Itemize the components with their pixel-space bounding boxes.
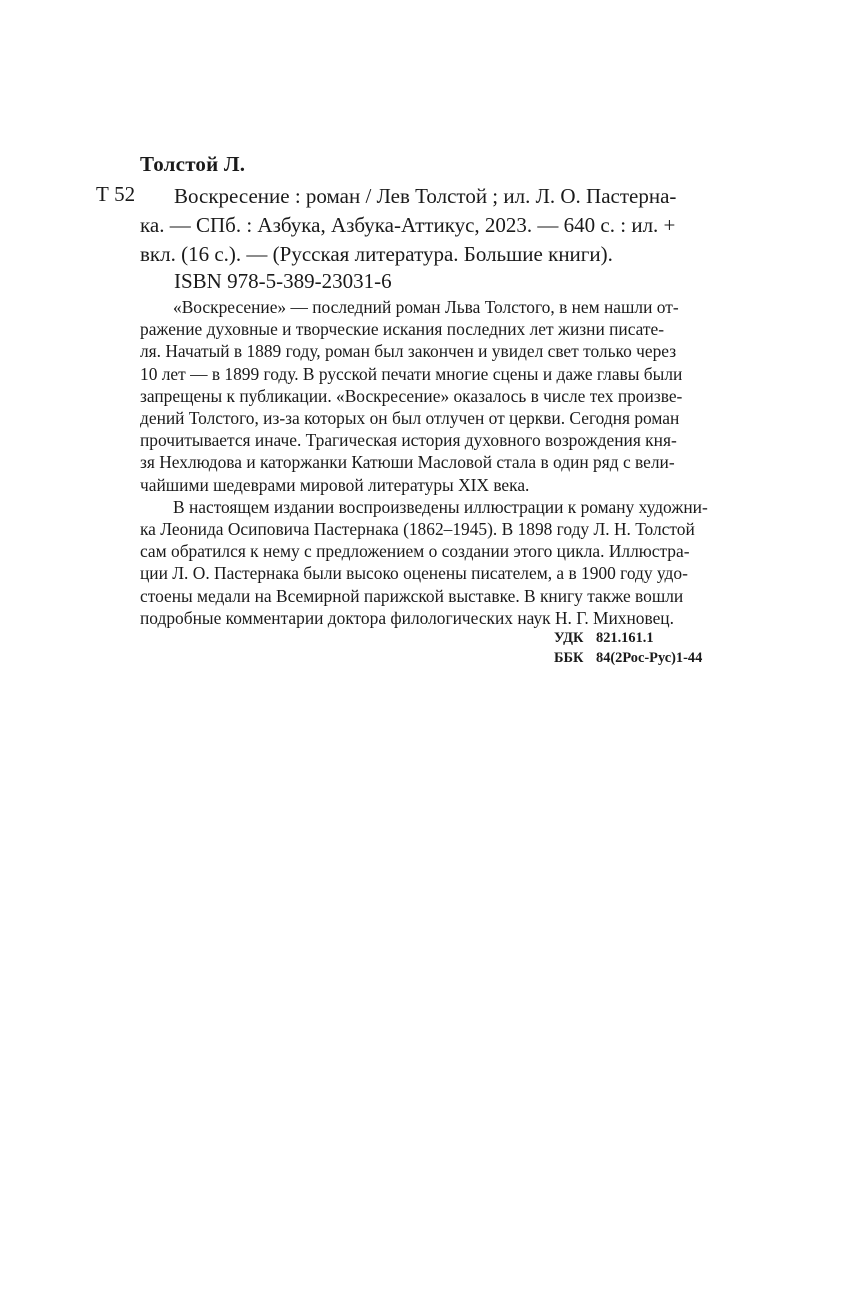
annotation-line: ражение духовные и творческие искания последних лет жизни писате- (140, 319, 665, 340)
library-cipher: Т 52 (96, 182, 136, 206)
annotation-line: ции Л. О. Пастернака были высоко оценены писателем, а в 1900 году удо- (140, 563, 688, 584)
annotation-line: сам обратился к нему с предложением о создании этого цикла. Иллюстра- (140, 541, 690, 562)
bibliographic-line: Воскресение : роман / Лев Толстой ; ил. Л. О. Пастерна- (174, 184, 677, 208)
annotation-line: подробные комментарии доктора филологических наук Н. Г. Михновец. (140, 607, 674, 628)
udk-row (554, 628, 702, 648)
udk-label: УДК (554, 630, 584, 646)
bbk-label: ББК (554, 650, 584, 666)
annotation-line: стоены медали на Всемирной парижской выставке. В книгу также вошли (140, 585, 684, 606)
annotation-line: 10 лет — в 1899 году. В русской печати многие сцены и даже главы были (140, 363, 683, 384)
annotation-line: прочитывается иначе. Трагическая история духовного возрождения кня- (140, 430, 677, 451)
udk-value: 821.161.1 (596, 630, 654, 646)
bibliographic-record (140, 182, 720, 269)
annotation-line: В настоящем издании воспроизведены иллюстрации к роману художни- (173, 496, 708, 517)
annotation-line: зя Нехлюдова и каторжанки Катюши Масловой стала в один ряд с вели- (140, 452, 675, 473)
annotation-line: запрещены к публикации. «Воскресение» оказалось в числе тех произве- (140, 385, 683, 406)
annotation-line: чайшими шедеврами мировой литературы XIX века. (140, 474, 530, 495)
annotation-line: ля. Начатый в 1889 году, роман был закончен и увидел свет только через (140, 341, 677, 362)
bibliographic-line: вкл. (16 с.). — (Русская литература. Большие книги). (140, 242, 613, 266)
isbn-number: ISBN 978-5-389-23031-6 (174, 269, 392, 293)
bbk-row (554, 648, 702, 668)
annotation-line: ка Леонида Осиповича Пастернака (1862–1945). В 1898 году Л. Н. Толстой (140, 519, 695, 540)
bibliographic-line: ка. — СПб. : Азбука, Азбука-Аттикус, 2023. — 640 с. : ил. + (140, 213, 676, 237)
bbk-value: 84(2Рос-Рус)1-44 (596, 650, 703, 666)
annotation-line: «Воскресение» — последний роман Льва Толстого, в нем нашли от- (173, 297, 679, 317)
annotation-text (140, 296, 720, 629)
annotation-line: дений Толстого, из-за которых он был отлучен от церкви. Сегодня роман (140, 408, 680, 429)
author-heading: Толстой Л. (140, 152, 246, 176)
classification-codes (554, 628, 702, 668)
